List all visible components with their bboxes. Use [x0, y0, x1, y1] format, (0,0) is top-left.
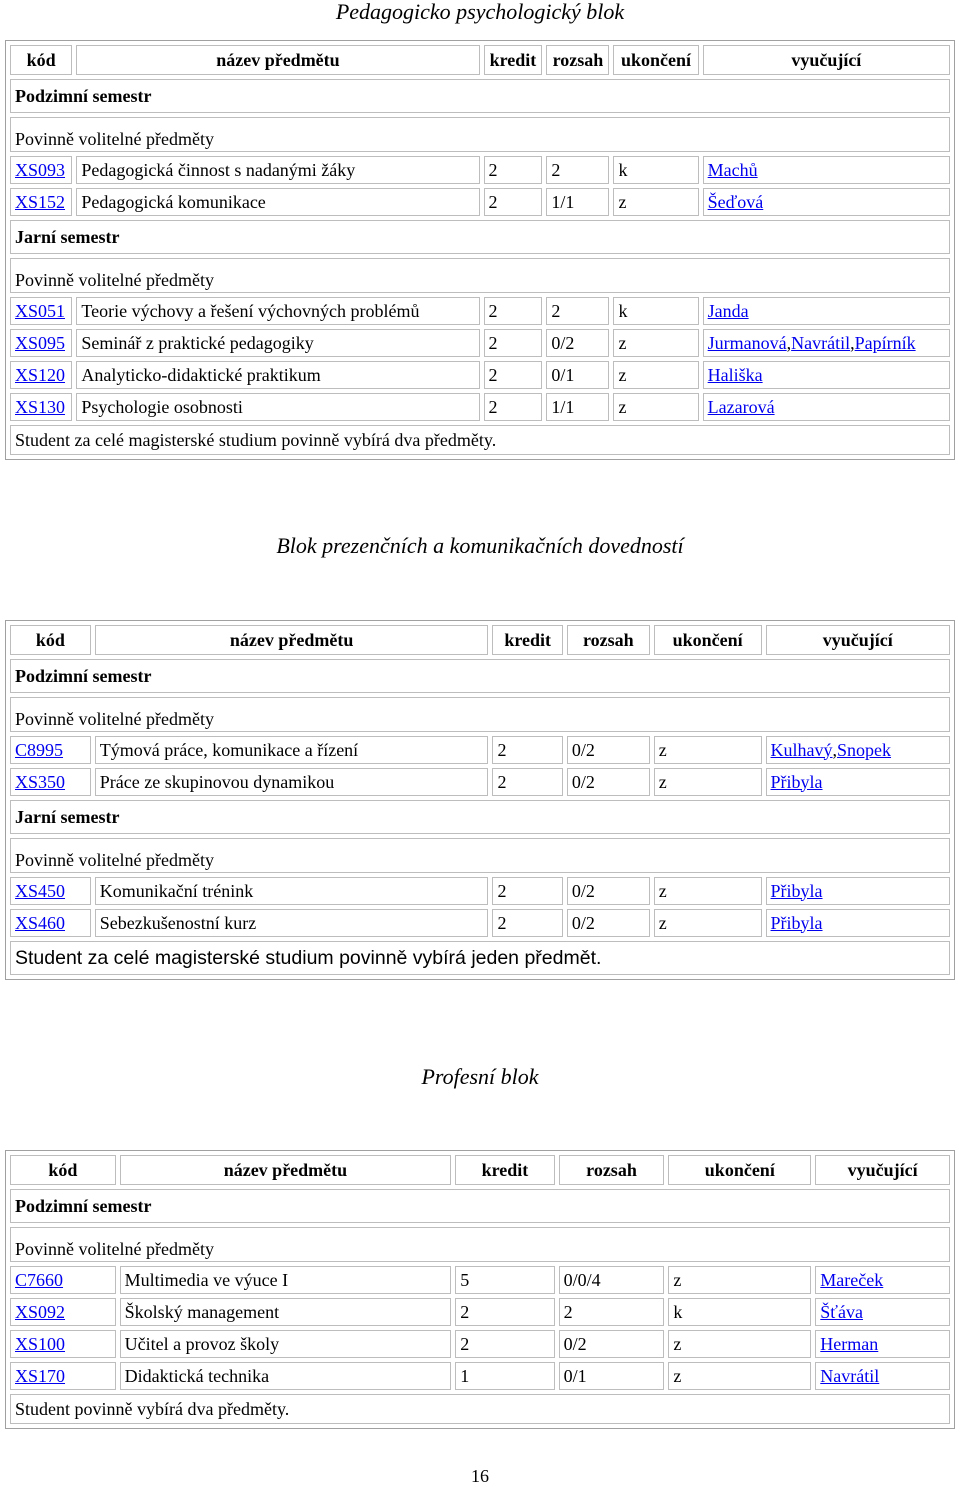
course-range: 0/2: [567, 877, 650, 905]
semester-label: Podzimní semestr: [10, 79, 950, 113]
course-range: 0/2: [567, 736, 650, 764]
block-title: Pedagogicko psychologický blok: [335, 0, 625, 24]
semester-label: Jarní semestr: [10, 220, 950, 254]
course-credit: 2: [492, 768, 562, 796]
course-end: k: [613, 156, 698, 184]
course-name: Sebezkušenostní kurz: [95, 909, 489, 937]
course-teachers: [815, 1330, 950, 1358]
course-code-link[interactable]: XS095: [15, 332, 66, 353]
course-table: [5, 620, 955, 980]
course-code-link[interactable]: XS130: [15, 396, 66, 417]
course-credit: 2: [492, 909, 562, 937]
course-table: [5, 1150, 955, 1429]
course-end: z: [613, 329, 698, 357]
course-name: Komunikační trénink: [95, 877, 489, 905]
course-name: Didaktická technika: [120, 1362, 452, 1390]
header-ukonceni: ukončení: [654, 625, 762, 655]
course-teachers: [815, 1266, 950, 1294]
block-title: Blok prezenčních a komunikačních dovedností: [276, 533, 684, 558]
group-label: Povinně volitelné předměty: [10, 697, 950, 732]
table-header-row: [10, 1155, 950, 1185]
course-teachers: [815, 1362, 950, 1390]
block-title: Profesní blok: [421, 1064, 539, 1089]
course-name: Seminář z praktické pedagogiky: [76, 329, 479, 357]
course-teachers: [766, 909, 950, 937]
course-range: 0/2: [559, 1330, 665, 1358]
table-row: [10, 188, 950, 216]
course-range: 2: [546, 297, 609, 325]
teacher-link[interactable]: Hališka: [707, 364, 763, 385]
teacher-link[interactable]: Janda: [707, 300, 749, 321]
table-header-row: [10, 625, 950, 655]
course-teachers: [703, 156, 950, 184]
header-kod: kód: [10, 625, 91, 655]
header-rozsah: rozsah: [546, 45, 609, 75]
course-range: 0/2: [546, 329, 609, 357]
course-range: 1/1: [546, 393, 609, 421]
course-end: z: [613, 393, 698, 421]
selection-note: Student povinně vybírá dva předměty.: [10, 1394, 950, 1424]
semester-label: Podzimní semestr: [10, 659, 950, 693]
teacher-link[interactable]: Machů: [707, 159, 758, 180]
header-nazev: název předmětu: [95, 625, 489, 655]
course-credit: 1: [455, 1362, 554, 1390]
table-row: [10, 768, 950, 796]
course-credit: 2: [484, 361, 543, 389]
header-vyucujici: vyučující: [766, 625, 950, 655]
course-code-link[interactable]: XS093: [15, 159, 66, 180]
teacher-link[interactable]: Herman: [820, 1333, 879, 1354]
course-code-link[interactable]: XS051: [15, 300, 66, 321]
header-kod: kód: [10, 1155, 116, 1185]
header-kredit: kredit: [455, 1155, 554, 1185]
course-code-link[interactable]: XS120: [15, 364, 66, 385]
table-row: [10, 736, 950, 764]
table-row: [10, 1266, 950, 1294]
teacher-link[interactable]: Navrátil: [820, 1365, 880, 1386]
course-range: 2: [559, 1298, 665, 1326]
teacher-link[interactable]: Šeďová: [707, 191, 764, 212]
page-number: 16: [471, 1466, 489, 1486]
header-vyucujici: vyučující: [703, 45, 950, 75]
table-row: [10, 877, 950, 905]
header-nazev: název předmětu: [76, 45, 479, 75]
teacher-link[interactable]: Kulhavý: [770, 739, 833, 760]
course-code-link[interactable]: C7660: [15, 1269, 64, 1290]
course-range: 2: [546, 156, 609, 184]
course-name: Pedagogická činnost s nadanými žáky: [76, 156, 479, 184]
course-end: z: [654, 736, 762, 764]
course-credit: 2: [484, 188, 543, 216]
course-end: z: [668, 1266, 811, 1294]
teacher-link[interactable]: Přibyla: [770, 771, 823, 792]
course-teachers: [766, 768, 950, 796]
header-rozsah: rozsah: [559, 1155, 665, 1185]
course-credit: 2: [492, 736, 562, 764]
course-name: Multimedia ve výuce I: [120, 1266, 452, 1294]
table-row: [10, 329, 950, 357]
table-header-row: [10, 45, 950, 75]
course-range: 0/1: [559, 1362, 665, 1390]
course-end: z: [654, 909, 762, 937]
course-credit: 2: [484, 297, 543, 325]
table-row: [10, 909, 950, 937]
header-kod: kód: [10, 45, 72, 75]
teacher-link[interactable]: Navrátil: [791, 332, 851, 353]
course-name: Psychologie osobnosti: [76, 393, 479, 421]
course-teachers: [766, 877, 950, 905]
course-code-link[interactable]: XS170: [15, 1365, 66, 1386]
table-row: [10, 393, 950, 421]
course-name: Školský management: [120, 1298, 452, 1326]
course-teachers: Kulhavý,Snopek: [766, 736, 950, 764]
course-end: k: [613, 297, 698, 325]
course-teachers: [703, 297, 950, 325]
group-label: Povinně volitelné předměty: [10, 838, 950, 873]
course-code-link[interactable]: XS350: [15, 771, 66, 792]
table-row: [10, 1298, 950, 1326]
course-code-link[interactable]: XS450: [15, 880, 66, 901]
course-credit: 2: [484, 156, 543, 184]
table-row: [10, 156, 950, 184]
teacher-link[interactable]: Papírník: [854, 332, 916, 353]
course-end: z: [613, 361, 698, 389]
course-name: Analyticko-didaktické praktikum: [76, 361, 479, 389]
course-name: Učitel a provoz školy: [120, 1330, 452, 1358]
course-name: Práce ze skupinovou dynamikou: [95, 768, 489, 796]
course-end: z: [654, 877, 762, 905]
header-nazev: název předmětu: [120, 1155, 452, 1185]
teacher-link[interactable]: Snopek: [837, 739, 892, 760]
course-range: 0/1: [546, 361, 609, 389]
teacher-link[interactable]: Šťáva: [820, 1301, 863, 1322]
header-kredit: kredit: [484, 45, 543, 75]
course-credit: 2: [492, 877, 562, 905]
course-range: 0/2: [567, 909, 650, 937]
course-end: z: [654, 768, 762, 796]
semester-label: Podzimní semestr: [10, 1189, 950, 1223]
selection-note: Student za celé magisterské studium povinně vybírá dva předměty.: [10, 425, 950, 455]
header-ukonceni: ukončení: [613, 45, 698, 75]
course-code-link[interactable]: XS152: [15, 191, 66, 212]
semester-label: Jarní semestr: [10, 800, 950, 834]
table-row: [10, 297, 950, 325]
course-teachers: Jurmanová,Navrátil,Papírník: [703, 329, 950, 357]
teacher-link[interactable]: Jurmanová: [707, 332, 787, 353]
course-range: 1/1: [546, 188, 609, 216]
selection-note: Student za celé magisterské studium povinně vybírá jeden předmět.: [10, 941, 950, 975]
course-credit: 5: [455, 1266, 554, 1294]
header-ukonceni: ukončení: [668, 1155, 811, 1185]
course-code-link[interactable]: XS092: [15, 1301, 66, 1322]
course-name: Pedagogická komunikace: [76, 188, 479, 216]
course-teachers: [703, 188, 950, 216]
teacher-link[interactable]: Přibyla: [770, 880, 823, 901]
course-range: 0/0/4: [559, 1266, 665, 1294]
course-teachers: [703, 393, 950, 421]
teacher-link[interactable]: Mareček: [820, 1269, 884, 1290]
table-row: [10, 1330, 950, 1358]
course-name: Teorie výchovy a řešení výchovných problémů: [76, 297, 479, 325]
teacher-link[interactable]: Lazarová: [707, 396, 775, 417]
course-table: [5, 40, 955, 460]
course-end: z: [668, 1330, 811, 1358]
course-end: k: [668, 1298, 811, 1326]
course-teachers: [815, 1298, 950, 1326]
header-vyucujici: vyučující: [815, 1155, 950, 1185]
teacher-link[interactable]: Přibyla: [770, 912, 823, 933]
course-credit: 2: [455, 1298, 554, 1326]
course-code-link[interactable]: XS100: [15, 1333, 66, 1354]
header-rozsah: rozsah: [567, 625, 650, 655]
course-range: 0/2: [567, 768, 650, 796]
course-credit: 2: [484, 393, 543, 421]
course-teachers: [703, 361, 950, 389]
course-end: z: [613, 188, 698, 216]
course-code-link[interactable]: C8995: [15, 739, 64, 760]
header-kredit: kredit: [492, 625, 562, 655]
course-credit: 2: [455, 1330, 554, 1358]
group-label: Povinně volitelné předměty: [10, 1227, 950, 1262]
group-label: Povinně volitelné předměty: [10, 117, 950, 152]
group-label: Povinně volitelné předměty: [10, 258, 950, 293]
course-end: z: [668, 1362, 811, 1390]
course-code-link[interactable]: XS460: [15, 912, 66, 933]
course-credit: 2: [484, 329, 543, 357]
table-row: [10, 1362, 950, 1390]
course-name: Týmová práce, komunikace a řízení: [95, 736, 489, 764]
table-row: [10, 361, 950, 389]
